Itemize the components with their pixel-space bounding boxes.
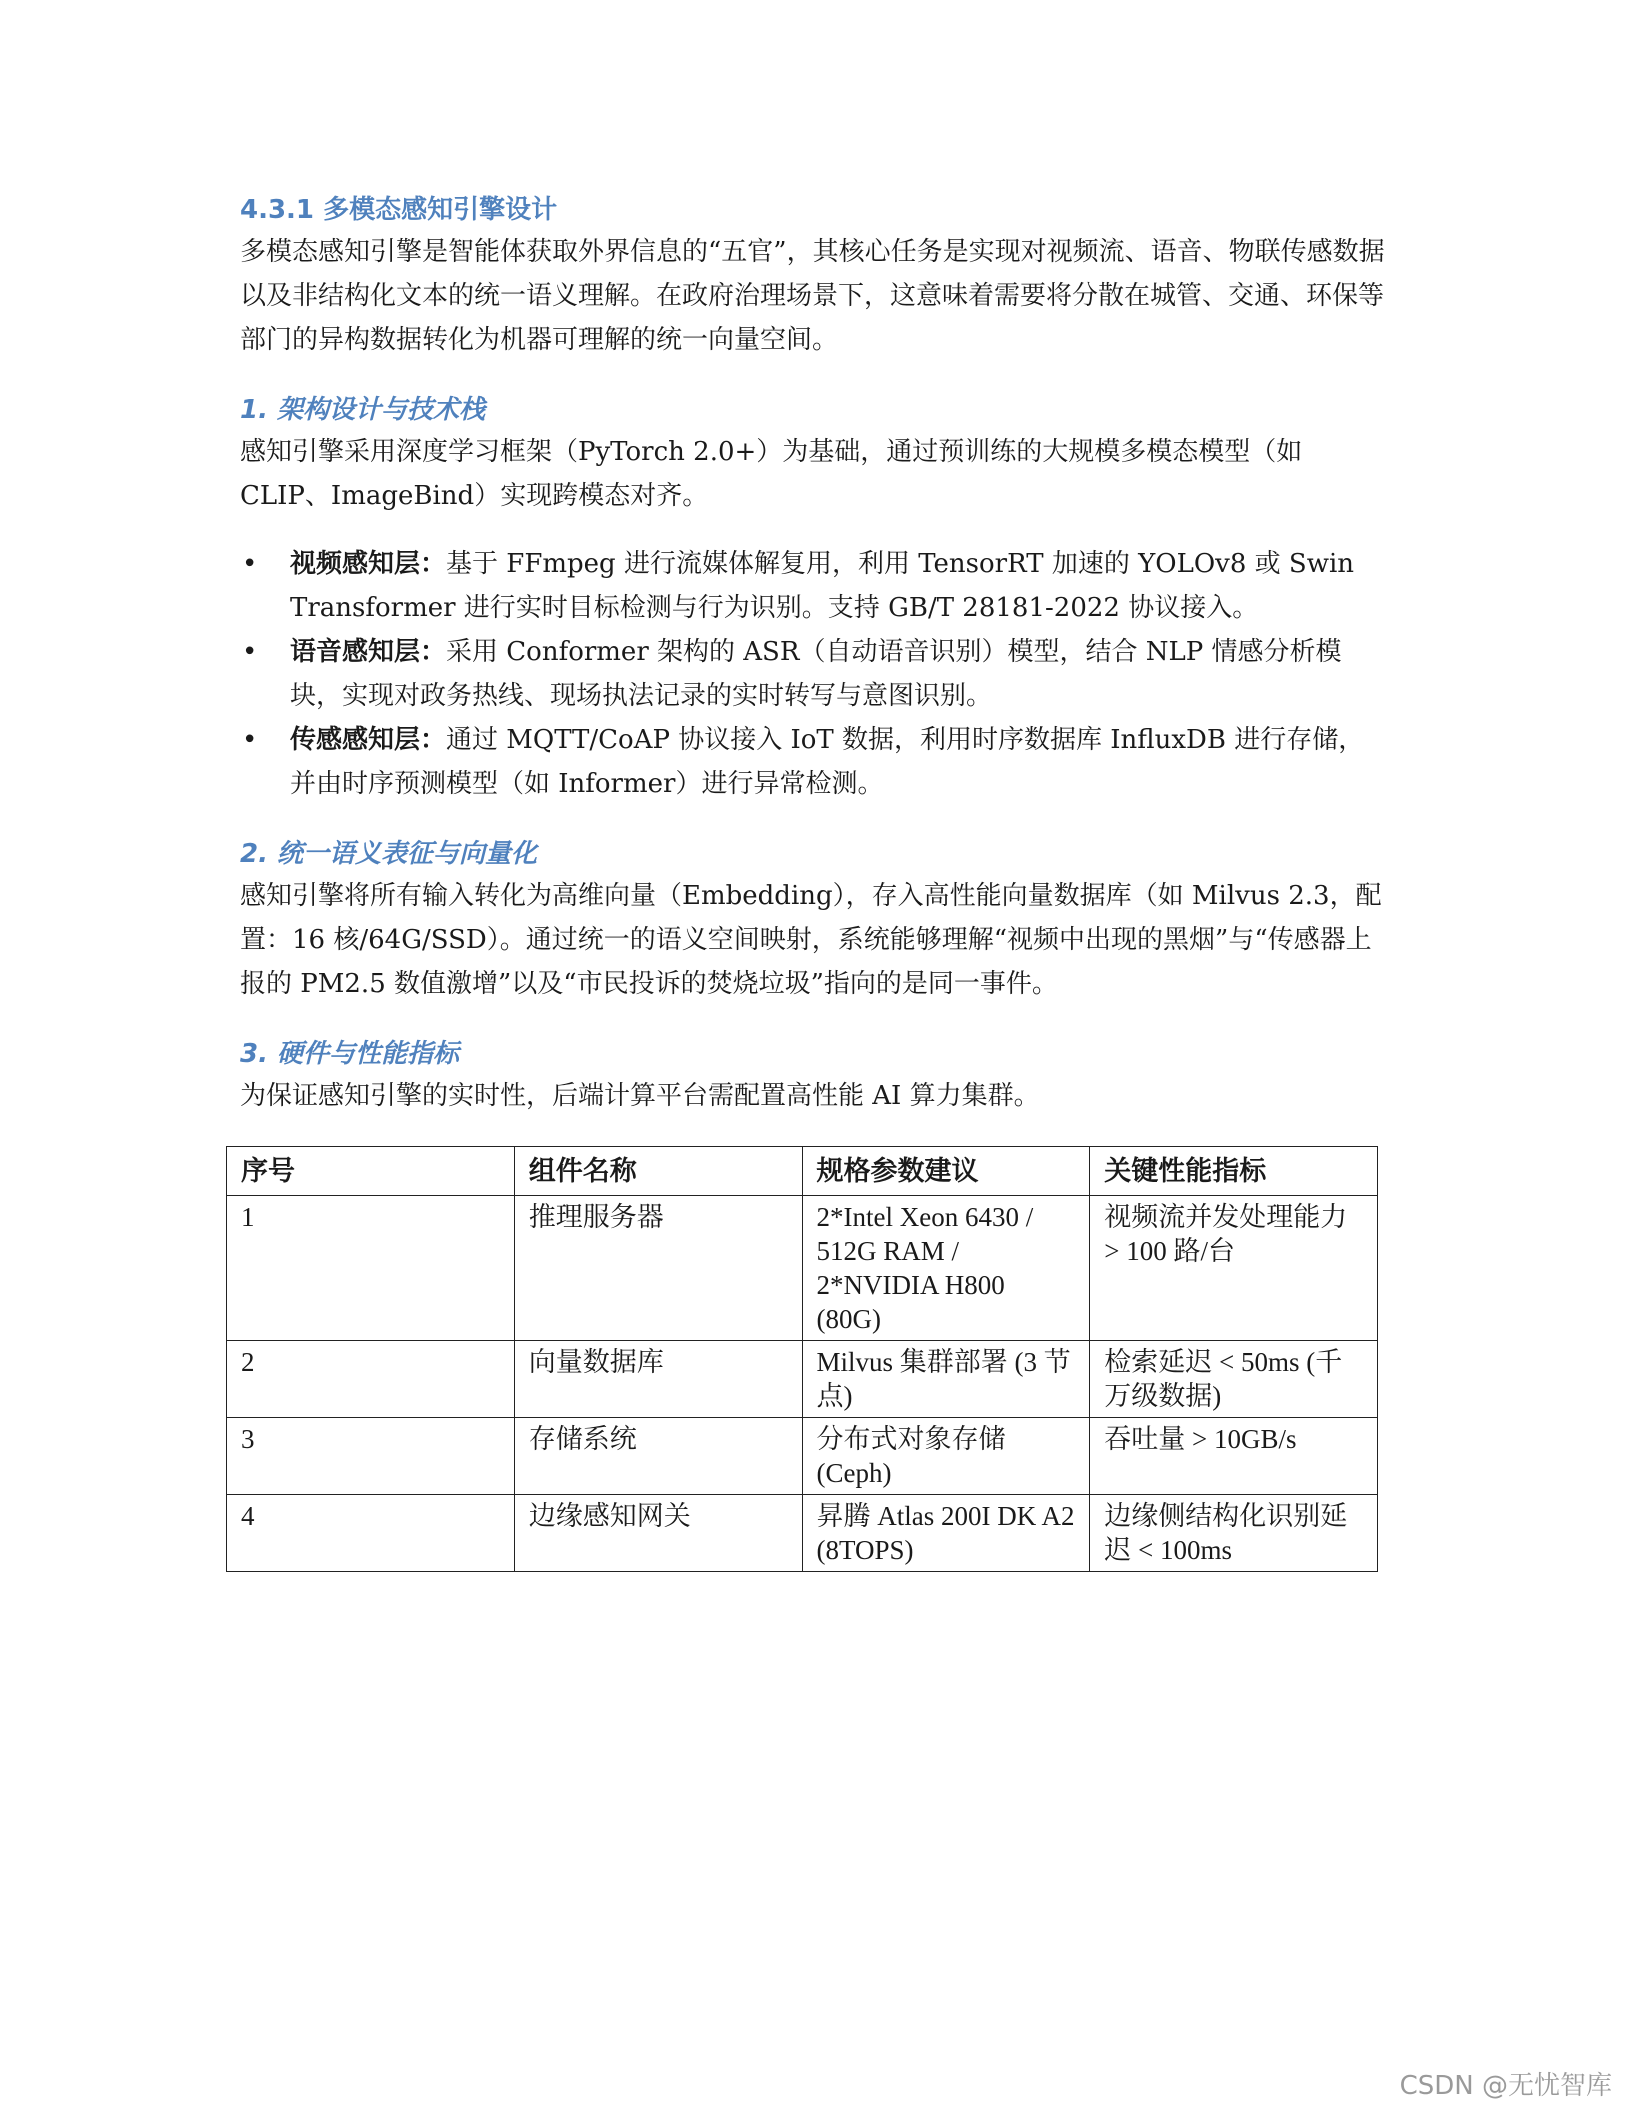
document-page bbox=[240, 190, 1385, 1572]
bullet-label: 语音感知层： bbox=[290, 637, 447, 667]
header-cell: 规格参数建议 bbox=[802, 1147, 1090, 1196]
watermark: CSDN @无忧智库 bbox=[1399, 2071, 1612, 2101]
part2-text: 感知引擎将所有输入转化为高维向量（Embedding），存入高性能向量数据库（如 Milvus 2.3，配置：16 核/64G/SSD）。通过统一的语义空间映射，系统能够理解“视频中出现的黑烟”与“传感器上报的 PM2.5 数值激增”以及“市民投诉的焚烧垃圾”指向的是同一事件。 bbox=[240, 881, 1382, 999]
table-cell: 1 bbox=[227, 1196, 515, 1341]
table-cell: 视频流并发处理能力 > 100 路/台 bbox=[1090, 1196, 1378, 1341]
table-cell: Milvus 集群部署 (3 节点) bbox=[802, 1341, 1090, 1418]
table-cell: 检索延迟 < 50ms (千万级数据) bbox=[1090, 1341, 1378, 1418]
table-row bbox=[227, 1341, 1378, 1418]
table-cell: 分布式对象存储 (Ceph) bbox=[802, 1418, 1090, 1495]
bullet-text: 基于 FFmpeg 进行流媒体解复用，利用 TensorRT 加速的 YOLOv8 或 Swin Transformer 进行实时目标检测与行为识别。支持 GB/T 28181-2022 协议接入。 bbox=[290, 549, 1355, 623]
table-cell: 吞吐量 > 10GB/s bbox=[1090, 1418, 1378, 1495]
part3-heading: 3. 硬件与性能指标 bbox=[240, 1039, 460, 1069]
bullet-icon: • bbox=[242, 637, 258, 667]
perception-layer-list bbox=[240, 542, 1385, 806]
part1-heading: 1. 架构设计与技术栈 bbox=[240, 395, 486, 425]
list-item bbox=[240, 542, 1385, 630]
table-row bbox=[227, 1196, 1378, 1341]
list-item bbox=[240, 630, 1385, 718]
table-cell: 3 bbox=[227, 1418, 515, 1495]
table-cell: 2*Intel Xeon 6430 / 512G RAM / 2*NVIDIA H800 (80G) bbox=[802, 1196, 1090, 1341]
section-intro: 多模态感知引擎是智能体获取外界信息的“五官”，其核心任务是实现对视频流、语音、物联传感数据以及非结构化文本的统一语义理解。在政府治理场景下，这意味着需要将分散在城管、交通、环保等部门的异构数据转化为机器可理解的统一向量空间。 bbox=[240, 237, 1385, 355]
bullet-icon: • bbox=[242, 549, 258, 579]
table-cell: 2 bbox=[227, 1341, 515, 1418]
table-cell: 推理服务器 bbox=[514, 1196, 802, 1341]
list-item bbox=[240, 718, 1385, 806]
table-cell: 4 bbox=[227, 1495, 515, 1572]
hardware-table bbox=[226, 1146, 1378, 1572]
table-cell: 边缘侧结构化识别延迟 < 100ms bbox=[1090, 1495, 1378, 1572]
bullet-label: 视频感知层： bbox=[290, 549, 447, 579]
bullet-text: 通过 MQTT/CoAP 协议接入 IoT 数据，利用时序数据库 InfluxDB 进行存储，并由时序预测模型（如 Informer）进行异常检测。 bbox=[290, 725, 1365, 799]
part1-text: 感知引擎采用深度学习框架（PyTorch 2.0+）为基础，通过预训练的大规模多模态模型（如 CLIP、ImageBind）实现跨模态对齐。 bbox=[240, 437, 1303, 511]
table-row bbox=[227, 1495, 1378, 1572]
header-cell: 关键性能指标 bbox=[1090, 1147, 1378, 1196]
header-cell: 组件名称 bbox=[514, 1147, 802, 1196]
table-cell: 存储系统 bbox=[514, 1418, 802, 1495]
bullet-text: 采用 Conformer 架构的 ASR（自动语音识别）模型，结合 NLP 情感分析模块，实现对政务热线、现场执法记录的实时转写与意图识别。 bbox=[290, 637, 1342, 711]
table-cell: 边缘感知网关 bbox=[514, 1495, 802, 1572]
part3-text: 为保证感知引擎的实时性，后端计算平台需配置高性能 AI 算力集群。 bbox=[240, 1081, 1040, 1111]
bullet-icon: • bbox=[242, 725, 258, 755]
section-title: 4.3.1 多模态感知引擎设计 bbox=[240, 195, 558, 225]
table-cell: 昇腾 Atlas 200I DK A2 (8TOPS) bbox=[802, 1495, 1090, 1572]
header-cell: 序号 bbox=[227, 1147, 515, 1196]
table-row bbox=[227, 1418, 1378, 1495]
bullet-label: 传感感知层： bbox=[290, 725, 447, 755]
table-header-row bbox=[227, 1147, 1378, 1196]
part2-heading: 2. 统一语义表征与向量化 bbox=[240, 839, 538, 869]
table-cell: 向量数据库 bbox=[514, 1341, 802, 1418]
